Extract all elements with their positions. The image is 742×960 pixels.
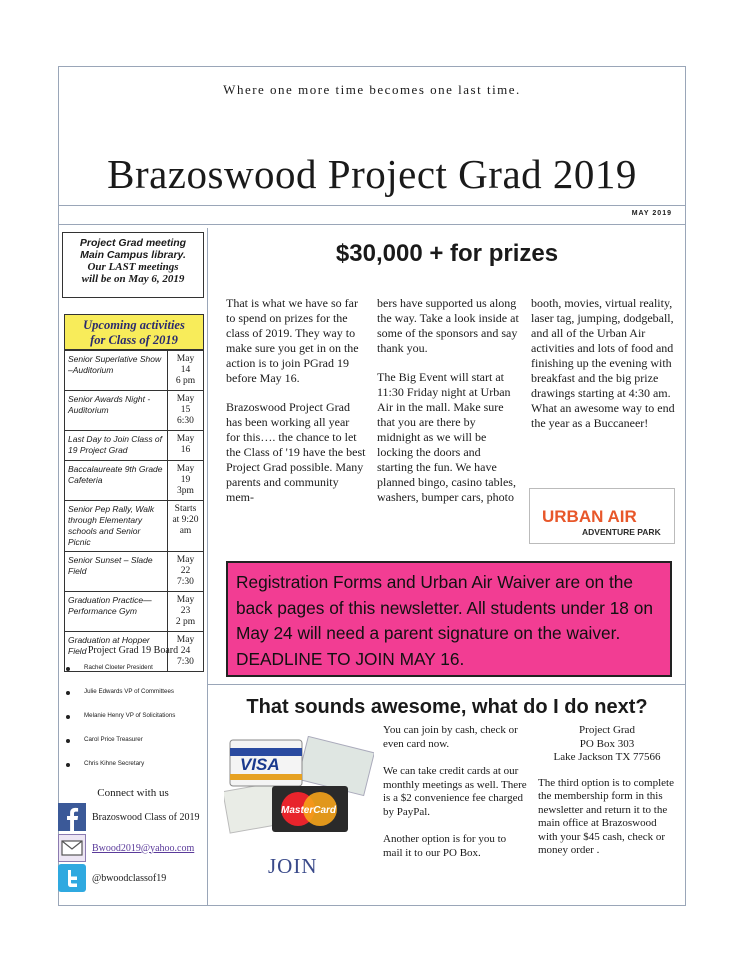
meeting-notice: [62, 232, 204, 298]
meeting-line: will be on May 6, 2019: [81, 273, 185, 285]
schedule-event: Graduation Practice— Performance Gym: [65, 592, 168, 632]
article-paragraph: You can join by cash, check or even card now.: [383, 724, 518, 750]
mastercard-logo: MasterCard: [281, 805, 337, 816]
schedule-event: Senior Pep Rally, Walk through Elementary schools and Senior Picnic: [65, 501, 168, 552]
bullet-icon: [66, 667, 70, 671]
schedule-date: May 15 6:30: [168, 391, 204, 431]
schedule-row: [65, 391, 204, 431]
article-paragraph: The third option is to complete the membership form in this newsletter and return it to the main office at Brazoswood with your $45 cash, check or money order .: [538, 776, 674, 856]
schedule-event: Senior Superlative Show –Auditorium: [65, 351, 168, 391]
section-divider: [208, 684, 686, 685]
twitter-handle: @bwoodclassof19: [92, 872, 167, 884]
facebook-icon: [58, 803, 86, 831]
article-paragraph: That is what we have so far to spend on prizes for the class of 2019. They way to make sure you get in on the action is to join PGrad 19 before May 16.: [226, 296, 359, 385]
schedule-event: Baccalaureate 9th Grade Cafeteria: [65, 461, 168, 501]
connect-title: Connect with us: [97, 787, 169, 799]
article-paragraph: bers have supported us along the way. Take a look inside at some of the sponsors and say thank you.: [377, 296, 519, 355]
mailing-address: [538, 724, 676, 765]
board-member-name: Chris Kihne Secretary: [84, 760, 145, 767]
schedule-event: Graduation at Hopper Field: [65, 632, 168, 672]
article-paragraph: We can take credit cards at our monthly meetings as well. There is a $2 convenience fee charged by PayPal.: [383, 765, 527, 818]
prizes-column-2: [377, 296, 519, 519]
schedule-date: May 19 3pm: [168, 461, 204, 501]
schedule-event: Senior Sunset – Slade Field: [65, 552, 168, 592]
credit-cards-image: [224, 736, 374, 834]
board-member: [64, 712, 208, 736]
schedule-date: May 16: [168, 431, 204, 461]
prizes-heading: $30,000 + for prizes: [335, 240, 559, 267]
article-paragraph: The Big Event will start at 11:30 Friday night at Urban Air in the mall. Make sure that you are there by midnight as we will be locking the doors and starting the fun. We have planned bingo, casino tables, washers, bumper cars, photo: [377, 370, 516, 504]
upcoming-title-line: Upcoming activities: [83, 318, 185, 332]
schedule-event: Last Day to Join Class of 19 Project Grad: [65, 431, 168, 461]
logo-subtitle: ADVENTURE PARK: [582, 527, 661, 537]
urban-air-logo-graphic: [530, 489, 676, 545]
header-divider: [58, 205, 686, 206]
meeting-line: Our LAST meetings: [87, 261, 179, 273]
schedule-date: May 24 7:30: [168, 632, 204, 672]
bullet-icon: [66, 763, 70, 767]
schedule-event: Senior Awards Night - Auditorium: [65, 391, 168, 431]
board-member: [64, 760, 208, 784]
logo-wordmark: URBAN AIR: [542, 507, 637, 526]
newsletter-title: Brazoswood Project Grad 2019: [107, 151, 637, 197]
registration-notice: Registration Forms and Urban Air Waiver are on the back pages of this newsletter. All students under 18 on May 24 will need a parent signature on the waiver. DEADLINE TO JOIN MAY 16.: [226, 561, 672, 677]
twitter-icon: [58, 864, 86, 892]
bullet-icon: [66, 691, 70, 695]
email-address[interactable]: Bwood2019@yahoo.com: [92, 842, 195, 854]
board-list: [64, 664, 208, 784]
facebook-label: Brazoswood Class of 2019: [92, 811, 200, 823]
credit-cards-graphic: [224, 736, 374, 834]
join-label: JOIN: [268, 854, 318, 878]
tagline: Where one more time becomes one last time.: [223, 82, 521, 97]
board-title: Project Grad 19 Board: [87, 645, 179, 656]
upcoming-title-line: for Class of 2019: [90, 333, 178, 347]
upcoming-activities-heading: [64, 314, 204, 350]
meeting-line: Main Campus library.: [80, 249, 186, 261]
facebook-link[interactable]: [58, 803, 208, 831]
board-member: [64, 736, 208, 760]
prizes-column-1: [226, 296, 366, 519]
prizes-column-3: [531, 296, 677, 445]
board-member: [64, 664, 208, 688]
schedule-row: [65, 552, 204, 592]
article-paragraph: Brazoswood Project Grad has been working all year for this…. the chance to let the Class of '19 have the best Project Grad possible. Many parents and community mem-: [226, 400, 366, 504]
address-line: PO Box 303: [579, 737, 635, 750]
schedule-date: Starts at 9:20 am: [168, 501, 204, 552]
mailing-column: [538, 724, 676, 872]
bullet-icon: [66, 739, 70, 743]
schedule-row: [65, 351, 204, 391]
schedule-row: [65, 431, 204, 461]
board-member-name: Melanie Henry VP of Solicitations: [84, 712, 176, 719]
schedule-row: [65, 592, 204, 632]
issue-date: MAY 2019: [631, 210, 672, 217]
article-paragraph: Another option is for you to mail it to our PO Box.: [383, 833, 507, 859]
header-divider-bottom: [58, 224, 686, 225]
schedule-date: May 23 2 pm: [168, 592, 204, 632]
board-member-name: Julie Edwards VP of Committees: [84, 688, 174, 695]
schedule-row: [65, 501, 204, 552]
meeting-line: Project Grad meeting: [79, 237, 187, 249]
schedule-date: May 22 7:30: [168, 552, 204, 592]
payment-options-column: [383, 724, 527, 874]
schedule-row: [65, 461, 204, 501]
urban-air-logo: [529, 488, 675, 544]
board-member: [64, 688, 208, 712]
schedule-date: May 14 6 pm: [168, 351, 204, 391]
address-line: Lake Jackson TX 77566: [553, 751, 661, 763]
bullet-icon: [66, 715, 70, 719]
twitter-link[interactable]: [58, 864, 208, 892]
article-paragraph: booth, movies, virtual reality, laser tag, jumping, dodgeball, and all of the Urban Air activities and lots of food and finishing up the evening with breakfast and the big prize drawings starting at 4:30 am. What an awesome way to end the year as a Buccaneer!: [531, 296, 675, 430]
address-line: Project Grad: [579, 724, 635, 736]
activity-schedule: [64, 350, 204, 672]
board-member-name: Rachel Cloeter President: [84, 664, 153, 671]
mail-icon: [58, 834, 86, 862]
board-member-name: Carol Price Treasurer: [84, 736, 143, 743]
visa-logo: VISA: [240, 755, 280, 774]
email-link[interactable]: [58, 834, 208, 862]
next-steps-heading: That sounds awesome, what do I do next?: [246, 696, 648, 718]
